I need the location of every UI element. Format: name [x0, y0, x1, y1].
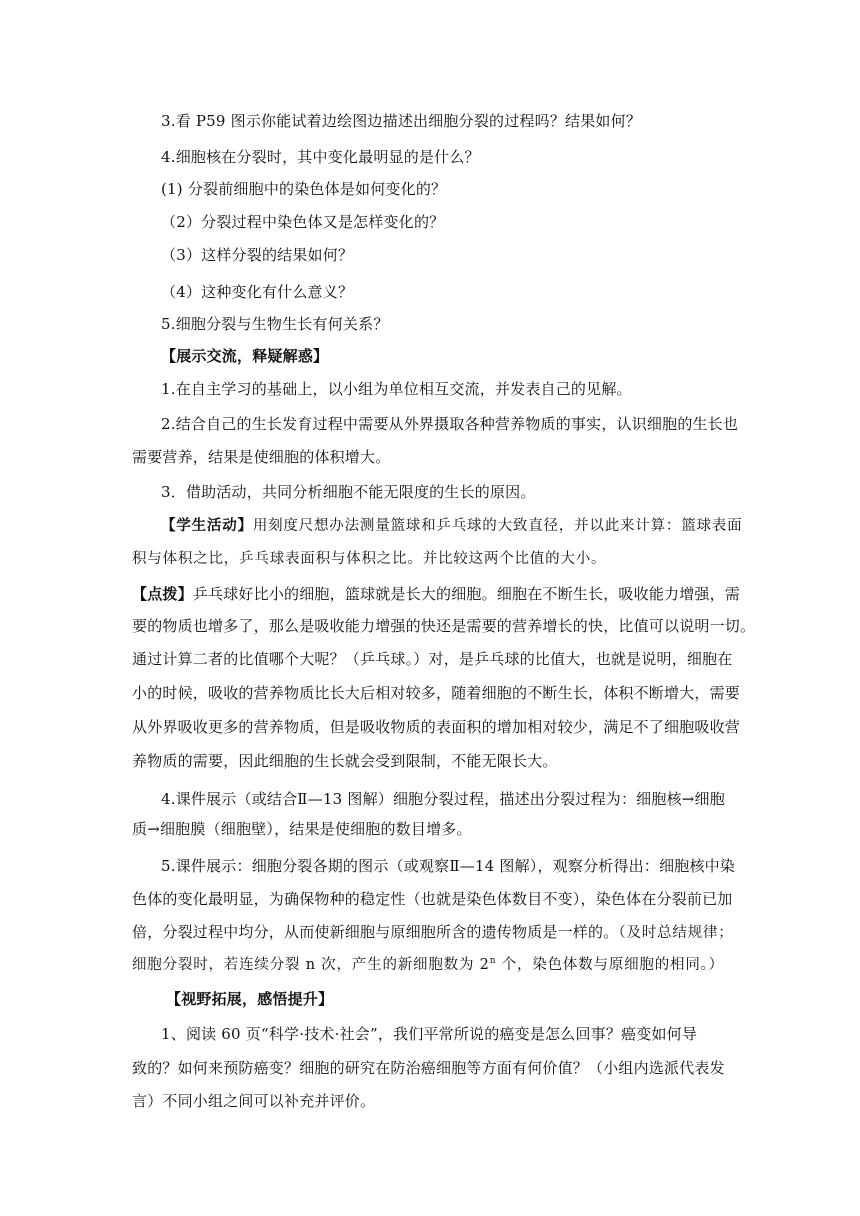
exchange-paragraph-5-line-2: 色体的变化最明显，为确保物种的稳定性（也就是染色体数目不变），染色体在分裂前已加: [132, 890, 733, 908]
expand-paragraph-1-line-2: 致的？如何来预防癌变？细胞的研究在防治癌细胞等方面有何价值？（小组内选派代表发: [132, 1059, 725, 1077]
exchange-paragraph-3: 3．借助活动，共同分析细胞不能无限度的生长的原因。: [161, 483, 536, 501]
rule-summary-text-b: 个，染色体数与原细胞的相同。）: [496, 957, 724, 973]
expand-paragraph-1-line-3: 言）不同小组之间可以补充并评价。: [132, 1092, 376, 1110]
question-4: 4.细胞核在分裂时，其中变化最明显的是什么？: [161, 148, 480, 166]
exchange-paragraph-2-line-1: 2.结合自己的生长发育过程中需要从外界摄取各种营养物质的事实，认识细胞的生长也: [161, 415, 739, 433]
question-3: 3.看 P59 图示你能试着边绘图边描述出细胞分裂的过程吗？结果如何？: [161, 112, 642, 130]
exchange-paragraph-5-line-1: 5.课件展示：细胞分裂各期的图示（或观察Ⅱ—14 图解），观察分析得出：细胞核中染: [161, 857, 736, 875]
expand-paragraph-1-line-1: 1、阅读 60 页“科学·技术·社会”，我们平常所说的癌变是怎么回事？癌变如何导: [161, 1025, 698, 1043]
tip-line-3: 通过计算二者的比值哪个大呢？（乒乓球。）对，是乒乓球的比值大，也就是说明，细胞在: [132, 650, 733, 668]
tip-line-4: 小的时候，吸收的营养物质比长大后相对较多，随着细胞的不断生长，体积不断增大，需要: [132, 684, 741, 702]
student-activity-text: 用刻度尺想办法测量篮球和乒乓球的大致直径，并以此来计算：篮球表面: [252, 518, 743, 534]
question-4-1: (1) 分裂前细胞中的染色体是如何变化的？: [161, 180, 447, 198]
section-heading-expand: 【视野拓展，感悟提升】: [166, 990, 334, 1008]
exchange-paragraph-5-line-3: [132, 921, 734, 944]
student-activity-line-1: [161, 515, 742, 537]
exponent-n: n: [489, 956, 497, 966]
tip-label: 【点拨】: [132, 585, 193, 603]
tip-line-6: 养物质的需要，因此细胞的生长就会受到限制，不能无限长大。: [132, 752, 558, 770]
section-heading-exchange: 【展示交流，释疑解惑】: [161, 347, 329, 365]
exchange-paragraph-5-line-4: [132, 954, 724, 976]
exchange-paragraph-1: 1.在自主学习的基础上，以小组为单位相互交流，并发表自己的见解。: [161, 380, 632, 398]
tip-line-1: [132, 583, 740, 605]
exchange-paragraph-4-line-2: 质→细胞膜（细胞壁），结果是使细胞的数目增多。: [132, 820, 472, 838]
rule-summary-text: （及时总结规律；: [618, 925, 734, 941]
paragraph-5-text: 倍，分裂过程中均分，从而使新细胞与原细胞所含的遗传物质是一样的。: [132, 923, 619, 941]
student-activity-line-2: 积与体积之比，乒乓球表面积与体积之比。并比较这两个比值的大小。: [132, 551, 607, 567]
exchange-paragraph-2-line-2: 需要营养，结果是使细胞的体积增大。: [132, 448, 391, 466]
question-4-4: （4）这种变化有什么意义？: [161, 283, 354, 301]
tip-text: 乒乓球好比小的细胞，篮球就是长大的细胞。细胞在不断生长，吸收能力增强，需: [192, 585, 741, 603]
question-4-2: （2）分裂过程中染色体又是怎样变化的？: [161, 213, 445, 231]
tip-line-2: 要的物质也增多了，那么是吸收能力增强的快还是需要的营养增长的快，比值可以说明一切。: [132, 617, 756, 635]
tip-line-5: 从外界吸收更多的营养物质，但是吸收物质的表面积的增加相对较少，满足不了细胞吸收营: [132, 718, 741, 736]
question-4-3: （3）这样分裂的结果如何？: [161, 246, 354, 264]
student-activity-label: 【学生活动】: [161, 517, 253, 534]
exchange-paragraph-4-line-1: 4.课件展示（或结合Ⅱ—13 图解）细胞分裂过程，描述出分裂过程为：细胞核→细胞: [161, 790, 725, 808]
question-5: 5.细胞分裂与生物生长有何关系？: [161, 315, 389, 333]
rule-summary-text-a: 细胞分裂时，若连续分裂 n 次，产生的新细胞数为 2: [132, 957, 490, 973]
